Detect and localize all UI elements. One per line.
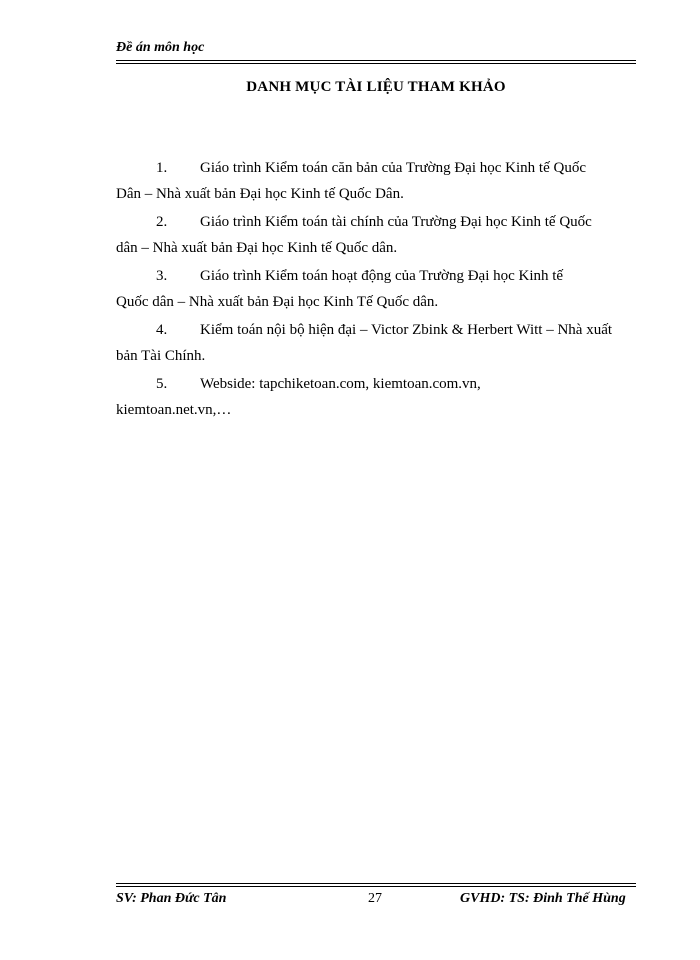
footer-divider-top xyxy=(116,883,636,884)
reference-text-line2: dân – Nhà xuất bản Đại học Kinh tế Quốc dân. xyxy=(116,240,398,256)
reference-text-line2: Quốc dân – Nhà xuất bản Đại học Kinh Tế Quốc dân. xyxy=(116,294,439,310)
footer-student-name: SV: Phan Đức Tân xyxy=(116,891,227,906)
reference-text-line1: Webside: tapchiketoan.com, kiemtoan.com.vn, xyxy=(200,376,481,392)
document-header-title: Đề án môn học xyxy=(116,40,205,55)
reference-item xyxy=(116,209,636,261)
reference-item xyxy=(116,263,636,315)
reference-text-line1: Giáo trình Kiểm toán tài chính của Trường Đại học Kinh tế Quốc xyxy=(200,214,592,230)
reference-text-line1: Giáo trình Kiểm toán căn bản của Trường Đại học Kinh tế Quốc xyxy=(200,160,586,176)
reference-number: 3. xyxy=(156,268,168,284)
reference-number: 2. xyxy=(156,214,168,230)
header-divider-top xyxy=(116,60,636,61)
reference-number: 1. xyxy=(156,160,168,176)
section-title: DANH MỤC TÀI LIỆU THAM KHẢO xyxy=(246,79,506,95)
footer-page-number: 27 xyxy=(368,891,382,906)
reference-number: 4. xyxy=(156,322,168,338)
reference-text-line1: Kiểm toán nội bộ hiện đại – Victor Zbink & Herbert Witt – Nhà xuất xyxy=(200,322,613,338)
reference-item xyxy=(116,317,636,369)
reference-text-line2: Dân – Nhà xuất bản Đại học Kinh tế Quốc Dân. xyxy=(116,186,404,202)
reference-text-line2: kiemtoan.net.vn,… xyxy=(116,402,232,418)
reference-number: 5. xyxy=(156,376,168,392)
reference-item xyxy=(116,371,636,423)
reference-text-line2: bản Tài Chính. xyxy=(116,348,206,364)
reference-text-line1: Giáo trình Kiểm toán hoạt động của Trường Đại học Kinh tế xyxy=(200,268,564,284)
footer-divider-bottom xyxy=(116,886,636,887)
reference-list xyxy=(116,155,636,425)
footer-advisor-name: GVHD: TS: Đinh Thế Hùng xyxy=(460,891,626,906)
header-divider-bottom xyxy=(116,63,636,64)
reference-item xyxy=(116,155,636,207)
